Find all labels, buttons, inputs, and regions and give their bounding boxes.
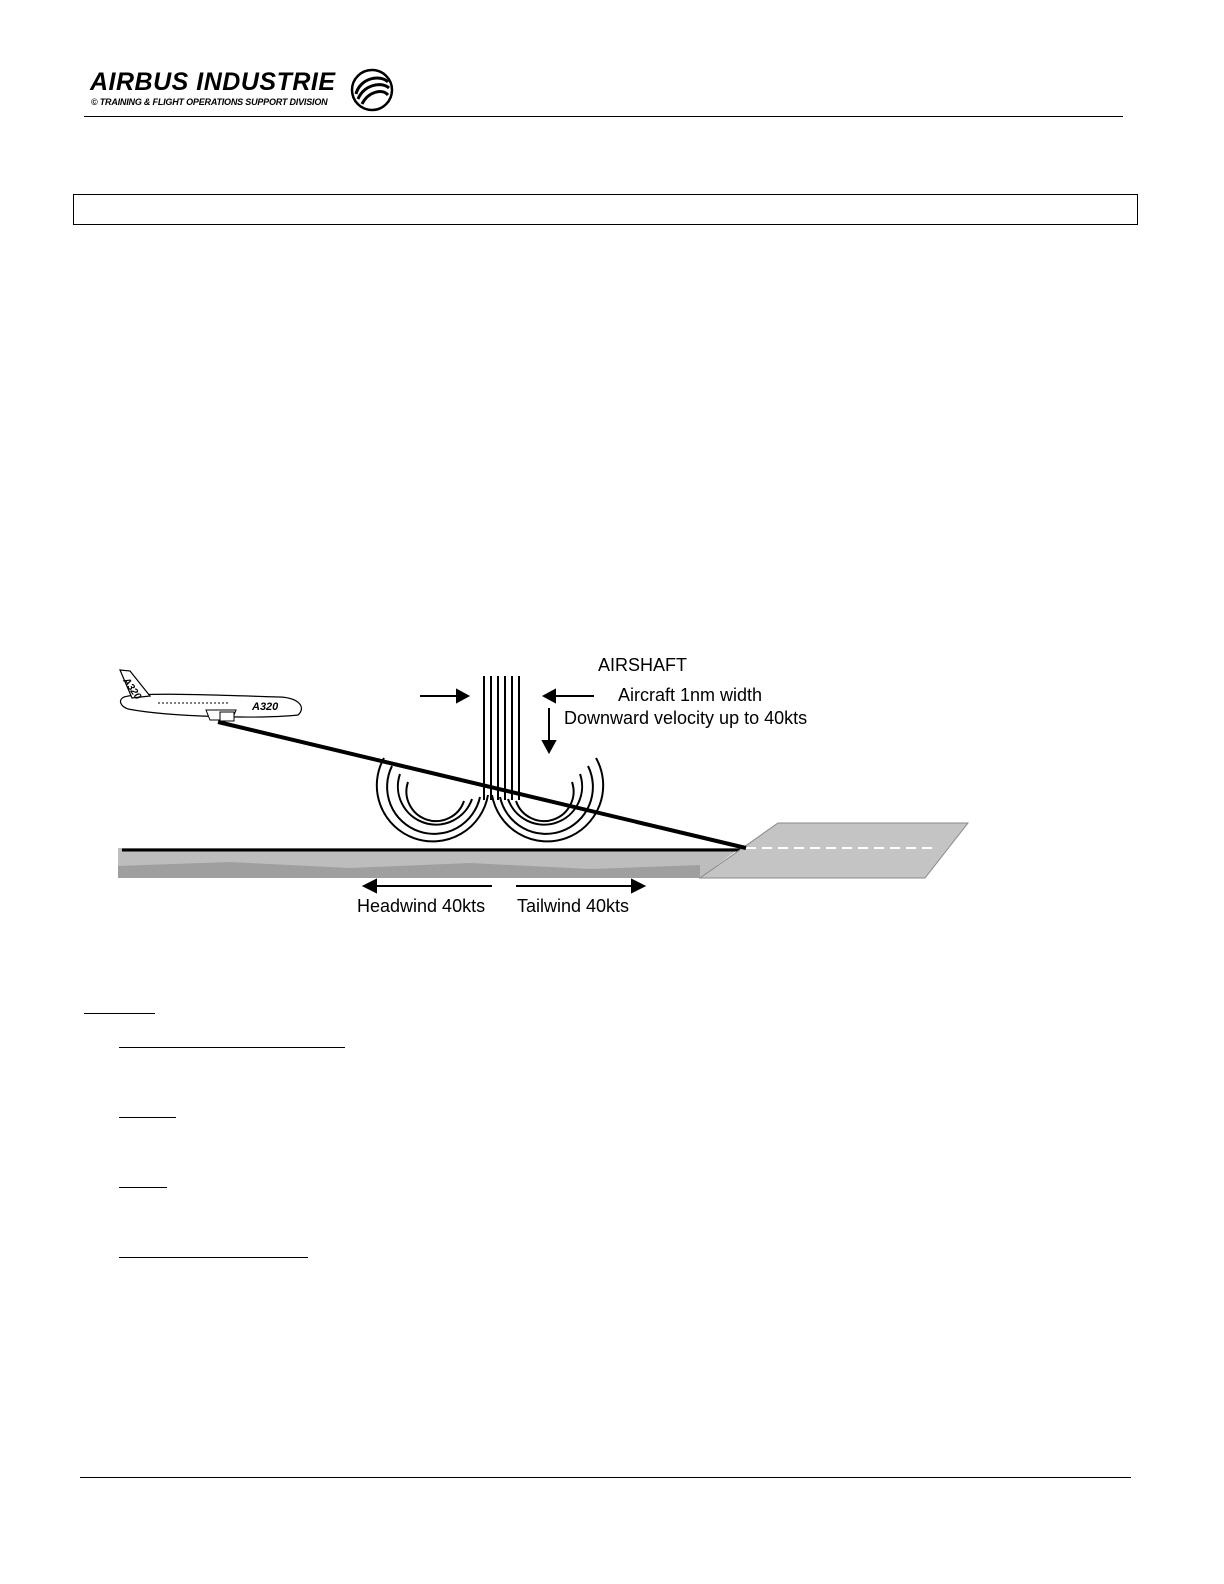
brand-title: AIRBUS INDUSTRIE xyxy=(90,68,336,96)
label-headwind: Headwind 40kts xyxy=(357,896,486,916)
airbus-swirl-logo-icon xyxy=(350,68,394,112)
label-tailwind: Tailwind 40kts xyxy=(517,896,630,916)
label-width: Aircraft 1nm width xyxy=(618,685,763,705)
arrow-right-icon xyxy=(420,690,468,702)
airshaft-lines xyxy=(484,676,519,800)
note-item-1-underline xyxy=(119,1047,345,1048)
svg-text:A320: A320 xyxy=(120,675,143,702)
note-item-4-underline xyxy=(119,1257,308,1258)
note-item-3-underline xyxy=(119,1187,167,1188)
microburst-diagram xyxy=(110,640,990,940)
svg-text:A320: A320 xyxy=(252,701,279,713)
arrow-headwind-icon xyxy=(364,880,492,892)
arrow-down-icon xyxy=(543,708,555,752)
label-airshaft: AIRSHAFT xyxy=(598,655,688,675)
vortex-left xyxy=(377,758,488,841)
footer-rule xyxy=(80,1477,1131,1478)
header-rule xyxy=(84,116,1123,117)
aircraft-a320-icon xyxy=(120,670,302,721)
label-velocity: Downward velocity up to 40kts xyxy=(564,708,808,728)
flight-path xyxy=(218,722,746,848)
division-subtitle: © TRAINING & FLIGHT OPERATIONS SUPPORT DIVISION xyxy=(91,97,328,107)
runway xyxy=(700,823,968,878)
note-item-2-underline xyxy=(119,1117,176,1118)
notes-heading-underline xyxy=(84,1013,155,1014)
microburst-svg xyxy=(110,640,990,940)
arrow-tailwind-icon xyxy=(516,880,644,892)
arrow-left-icon xyxy=(544,690,594,702)
section-title-box xyxy=(73,194,1138,225)
